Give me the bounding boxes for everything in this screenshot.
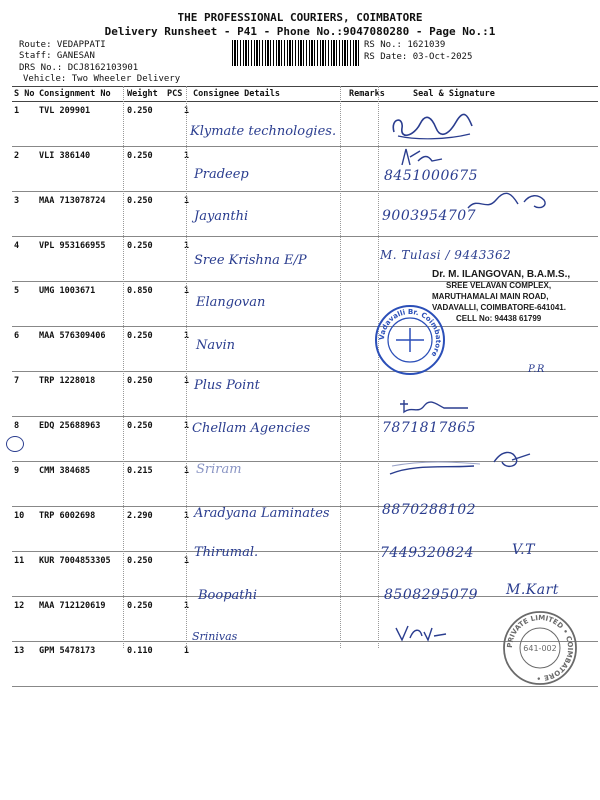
handwritten-phone: 8870288102: [382, 502, 477, 518]
rs-number: RS No.: 1621039: [364, 40, 446, 50]
cell-weight: 0.250: [125, 102, 165, 147]
consignee-handwritten: Aradyana Laminates: [194, 506, 330, 521]
cell-consignment-no: UMG 1003671: [37, 282, 125, 327]
consignee-handwritten: Sriram: [196, 462, 242, 477]
consignee-handwritten: Sree Krishna E/P: [194, 253, 307, 268]
consignee-handwritten: Klymate technologies.: [190, 124, 337, 139]
handwritten-phone: 9003954707: [382, 208, 477, 224]
cell-remarks: [347, 462, 389, 507]
col-consignment: Consignment No: [37, 87, 125, 102]
cell-weight: 2.290: [125, 507, 165, 552]
cell-sno: 7: [12, 372, 37, 417]
consignee-handwritten: Jayanthi: [194, 209, 249, 224]
cell-sno: 10: [12, 507, 37, 552]
cell-consignment-no: CMM 384685: [37, 462, 125, 507]
cell-pcs: 1: [165, 552, 191, 597]
handwritten-signature: V.T: [512, 542, 535, 558]
table-row: [12, 372, 598, 417]
handwritten-phone: M. Tulasi / 9443362: [380, 248, 512, 262]
cell-consignee-details: [191, 642, 347, 687]
cell-pcs: 1: [165, 597, 191, 642]
doctor-stamp-line: SREE VELAVAN COMPLEX,: [446, 281, 552, 290]
cell-sno: 8: [12, 417, 37, 462]
col-divider: [340, 86, 341, 648]
col-signature: Seal & Signature: [389, 87, 598, 102]
cell-consignment-no: VPL 953166955: [37, 237, 125, 282]
drs-label: DRS No.: DCJ8162103901: [19, 63, 139, 73]
table-row: [12, 147, 598, 192]
cell-pcs: 1: [165, 462, 191, 507]
barcode: [232, 40, 360, 66]
cell-pcs: 1: [165, 507, 191, 552]
cell-remarks: [347, 102, 389, 147]
col-divider: [186, 86, 187, 648]
company-round-stamp: [500, 608, 580, 688]
cell-sno: 13: [12, 642, 37, 687]
consignee-handwritten: Navin: [196, 338, 235, 353]
signature-scribble: [392, 620, 452, 646]
doctor-stamp-line: Dr. M. ILANGOVAN, B.A.M.S.,: [432, 269, 571, 280]
cell-remarks: [347, 147, 389, 192]
cell-pcs: 1: [165, 237, 191, 282]
cell-weight: 0.250: [125, 327, 165, 372]
cell-sno: 11: [12, 552, 37, 597]
cell-weight: 0.250: [125, 597, 165, 642]
col-divider: [123, 86, 124, 648]
signature-scribble: [464, 190, 554, 216]
company-title: THE PROFESSIONAL COURIERS, COIMBATORE: [177, 11, 423, 24]
cell-sno: 3: [12, 192, 37, 237]
cell-weight: 0.250: [125, 147, 165, 192]
consignee-handwritten: Boopathi: [198, 588, 258, 603]
signature-scribble: [396, 396, 476, 418]
cell-consignment-no: MAA 712120619: [37, 597, 125, 642]
cell-weight: 0.250: [125, 417, 165, 462]
doctor-stamp-line: CELL No: 94438 61799: [456, 314, 542, 323]
cell-remarks: [347, 642, 389, 687]
signature-scribble: [384, 446, 534, 480]
company-stamp-pin: 641-002: [523, 644, 557, 653]
row-9-circle-mark: [6, 436, 24, 452]
cell-consignment-no: EDQ 25688963: [37, 417, 125, 462]
cell-pcs: 1: [165, 102, 191, 147]
cell-pcs: 1: [165, 642, 191, 687]
consignee-handwritten: Elangovan: [196, 295, 266, 310]
cell-weight: 0.250: [125, 372, 165, 417]
cell-weight: 0.250: [125, 192, 165, 237]
staff-label: Staff: GANESAN: [19, 51, 95, 61]
cell-pcs: 1: [165, 417, 191, 462]
cell-sno: 5: [12, 282, 37, 327]
company-stamp-ring-text: PRIVATE LIMITED • COIMBATORE •: [505, 613, 575, 683]
signature-scribble: [398, 145, 448, 169]
table-header-row: [12, 87, 598, 102]
cell-consignment-no: MAA 576309406: [37, 327, 125, 372]
cell-sno: 1: [12, 102, 37, 147]
cell-consignment-no: KUR 7004853305: [37, 552, 125, 597]
handwritten-phone: 8451000675: [384, 168, 479, 184]
cell-consignment-no: GPM 5478173: [37, 642, 125, 687]
runsheet-subtitle: Delivery Runsheet - P41 - Phone No.:9047080280 - Page No.:1: [104, 25, 496, 38]
consignee-handwritten: Plus Point: [194, 378, 260, 393]
route-label: Route: VEDAPPATI: [19, 40, 106, 50]
col-consignee: Consignee Details: [191, 87, 347, 102]
cell-pcs: 1: [165, 147, 191, 192]
col-weight: Weight: [125, 87, 165, 102]
cell-consignment-no: VLI 386140: [37, 147, 125, 192]
cell-pcs: 1: [165, 372, 191, 417]
signature-scribble: [386, 110, 476, 144]
cell-weight: 0.215: [125, 462, 165, 507]
handwritten-signature: M.Kart: [506, 582, 559, 598]
rs-date: RS Date: 03-Oct-2025: [364, 52, 473, 62]
table-row: [12, 327, 598, 372]
doctor-stamp-line: VADAVALLI, COIMBATORE-641041.: [432, 303, 566, 312]
cell-weight: 0.110: [125, 642, 165, 687]
consignee-handwritten: Thirumal.: [194, 545, 259, 560]
cell-consignment-no: MAA 713078724: [37, 192, 125, 237]
col-pcs: PCS: [165, 87, 191, 102]
cell-weight: 0.250: [125, 552, 165, 597]
cell-consignment-no: TRP 1228018: [37, 372, 125, 417]
cell-pcs: 1: [165, 282, 191, 327]
consignee-handwritten: Chellam Agencies: [192, 421, 311, 436]
handwritten-initial: P.R: [528, 364, 545, 375]
handwritten-phone: 7871817865: [382, 420, 477, 436]
vehicle-label: Vehicle: Two Wheeler Delivery: [23, 74, 181, 84]
cell-sno: 4: [12, 237, 37, 282]
consignee-handwritten: Pradeep: [194, 167, 249, 182]
doctor-stamp: [432, 269, 570, 324]
cell-sno: 9: [12, 462, 37, 507]
cell-sno: 12: [12, 597, 37, 642]
consignee-handwritten: Srinivas: [192, 630, 238, 643]
col-remarks: Remarks: [347, 87, 389, 102]
col-sno: S No: [12, 87, 37, 102]
handwritten-phone: 8508295079: [384, 587, 479, 603]
cell-weight: 0.250: [125, 237, 165, 282]
cell-sno: 2: [12, 147, 37, 192]
cell-consignment-no: TRP 6002698: [37, 507, 125, 552]
cell-pcs: 1: [165, 327, 191, 372]
handwritten-phone: 7449320824: [380, 545, 475, 561]
doctor-stamp-line: MARUTHAMALAI MAIN ROAD,: [432, 292, 549, 301]
cell-pcs: 1: [165, 192, 191, 237]
post-office-round-stamp: [370, 300, 450, 380]
post-stamp-text: Vadavalli Br. Coimbatore: [377, 307, 443, 359]
cell-consignment-no: TVL 209901: [37, 102, 125, 147]
cell-sno: 6: [12, 327, 37, 372]
cell-weight: 0.850: [125, 282, 165, 327]
cell-remarks: [347, 597, 389, 642]
